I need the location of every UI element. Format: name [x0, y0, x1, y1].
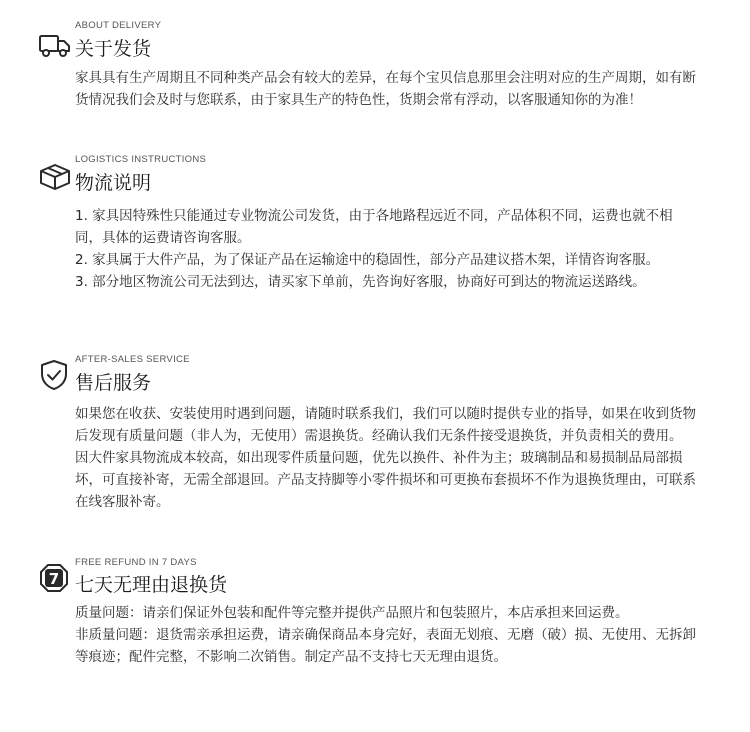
- delivery-eyebrow: ABOUT DELIVERY: [75, 20, 162, 31]
- logistics-title: 物流说明: [75, 172, 152, 194]
- aftersales-paragraph-1: 如果您在收获、安装使用时遇到问题，请随时联系我们，我们可以随时提供专业的指导，如果在收到货物后发现有质量问题（非人为，无使用）需退换货。经确认我们无条件接受退换货，并负责相关的费用。: [75, 406, 696, 444]
- delivery-paragraph: 家具具有生产周期且不同种类产品会有较大的差异，在每个宝贝信息那里会注明对应的生产周期，如有断货情况我们会及时与您联系，由于家具生产的特色性，货期会常有浮动，以客服通知你的为准！: [75, 70, 696, 108]
- package-box-icon: [38, 162, 70, 194]
- refund-paragraph-2: 非质量问题：退货需亲承担运费，请亲确保商品本身完好，表面无划痕、无磨（破）损、无使用、无拆卸等痕迹；配件完整，不影响二次销售。制定产品不支持七天无理由退货。: [75, 627, 696, 665]
- logistics-item-3: 3. 部分地区物流公司无法到达，请买家下单前，先咨询好客服，协商好可到达的物流运送路线。: [75, 274, 646, 290]
- aftersales-paragraph-2: 因大件家具物流成本较高，如出现零件质量问题，优先以换件、补件为主；玻璃制品和易损制品局部损坏，可直接补寄，无需全部退回。产品支持脚等小零件损坏和可更换布套损坏不作为退换货理由，可联系在线客服补寄。: [75, 450, 696, 510]
- aftersales-body: [75, 403, 697, 513]
- logistics-item-2: 2. 家具属于大件产品，为了保证产品在运输途中的稳固性，部分产品建议搭木架，详情咨询客服。: [75, 252, 660, 268]
- aftersales-eyebrow: AFTER-SALES SERVICE: [75, 354, 190, 365]
- seven-badge-text: 7: [48, 570, 60, 588]
- refund-title: 七天无理由退换货: [75, 574, 228, 596]
- shield-check-icon: [38, 358, 70, 390]
- refund-body: [75, 602, 697, 668]
- delivery-body: [75, 67, 697, 111]
- truck-icon: [38, 30, 70, 62]
- aftersales-title: 售后服务: [75, 372, 152, 394]
- delivery-title: 关于发货: [75, 38, 152, 60]
- logistics-body: [75, 205, 697, 293]
- seven-badge-icon: [38, 562, 70, 594]
- logistics-eyebrow: LOGISTICS INSTRUCTIONS: [75, 154, 207, 165]
- refund-eyebrow: FREE REFUND IN 7 DAYS: [75, 557, 197, 568]
- refund-paragraph-1: 质量问题：请亲们保证外包装和配件等完整并提供产品照片和包装照片，本店承担来回运费。: [75, 605, 629, 621]
- logistics-item-1: 1. 家具因特殊性只能通过专业物流公司发货，由于各地路程远近不同，产品体积不同，运费也就不相同，具体的运费请咨询客服。: [75, 208, 673, 246]
